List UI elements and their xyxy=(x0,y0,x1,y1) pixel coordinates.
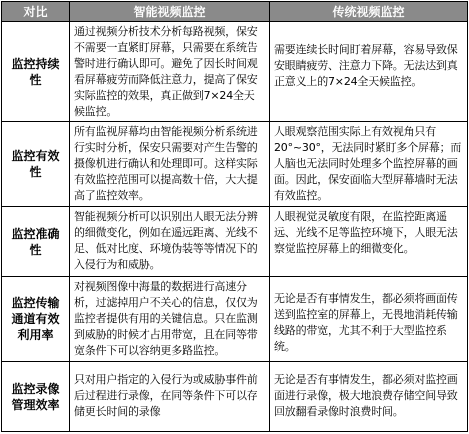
header-compare: 对比 xyxy=(2,2,70,21)
table-row xyxy=(2,207,467,277)
smart-continuity-text: 通过视频分析技术分析每路视频，保安不需要一直紧盯屏幕，只需要在系统告警时进行确认即可。避免了因长时间观看屏幕疲劳而降低注意力，提高了保安实际监控的效果，真正做到7×24全天候监控。 xyxy=(70,22,270,121)
comparison-table xyxy=(1,1,468,432)
smart-effectiveness-text: 所有监视屏幕均由智能视频分析系统进行实时分析，保安只需要对产生告警的摄像机进行确认和处理即可。这样实际有效监控范围可以提高数十倍，大大提高了监控效率。 xyxy=(70,122,270,206)
table-header-row xyxy=(2,2,467,22)
smart-recording-text: 只对用户指定的入侵行为或威胁事件前后过程进行录像，在同等条件下可以存储更长时间的录像 xyxy=(70,362,270,431)
row-label-effectiveness: 监控有效性 xyxy=(2,122,70,206)
row-label-accuracy: 监控准确性 xyxy=(2,207,70,276)
traditional-effectiveness-text: 人眼观察范围实际上有效视角只有20°~30°，无法同时紧盯多个屏幕；而人脑也无法同时处理多个监控屏幕的画面。因此，保安面临大型屏幕墙时无法有效监控。 xyxy=(274,125,462,202)
traditional-recording-text: 无论是否有事情发生，都必须对监控画面进行录像，极大地浪费存储空间导致回放翻看录像时浪费时间。 xyxy=(274,373,458,418)
table-row xyxy=(2,122,467,207)
traditional-continuity-text: 需要连续长时间盯着屏幕，容易导致保安眼睛疲劳、注意力下降。无法达到真正意义上的7×24全天候监控。 xyxy=(274,43,458,88)
smart-accuracy-text: 智能视频分析可以识别出人眼无法分辨的细微变化，例如在遥远距离、光线不足、低对比度、环境伪装等等情况下的入侵行为和威胁。 xyxy=(70,207,270,276)
row-label-recording: 监控录像管理效率 xyxy=(2,362,70,431)
table-row xyxy=(2,22,467,122)
table-row xyxy=(2,277,467,362)
table-row xyxy=(2,362,467,431)
header-traditional-monitoring: 传统视频监控 xyxy=(270,2,467,21)
smart-bandwidth-text: 对视频图像中海量的数据进行高速分析，过滤掉用户不关心的信息，仅仅为监控者提供有用的关键信息。只在监测到威胁的时候才占用带宽，且在同等带宽条件下可以容纳更多路监控。 xyxy=(70,277,270,361)
row-label-bandwidth: 监控传输通道有效利用率 xyxy=(2,277,70,361)
traditional-accuracy-text: 人眼视觉灵敏度有限，在监控距离遥远、光线不足等监控环境下，人眼无法察觉监控屏幕上的细微变化。 xyxy=(274,210,458,255)
traditional-bandwidth-text: 无论是否有事情发生，都必须将画面传送到监控室的屏幕上，无畏地消耗传输线路的带宽，尤其不利于大型监控系统。 xyxy=(274,292,458,353)
row-label-continuity: 监控持续性 xyxy=(2,22,70,121)
header-smart-monitoring: 智能视频监控 xyxy=(70,2,270,21)
